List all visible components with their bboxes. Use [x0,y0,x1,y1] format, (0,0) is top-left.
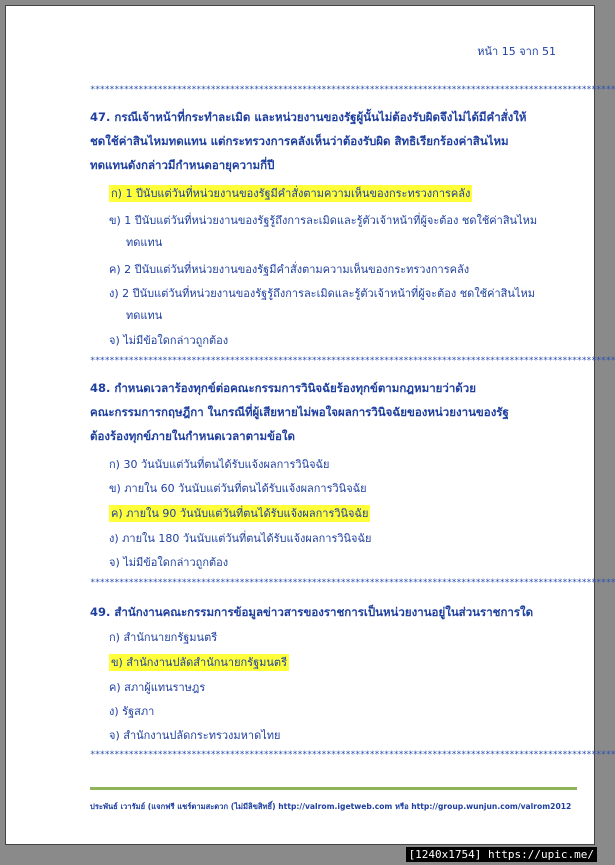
image-host-watermark: [1240x1754] https://upic.me/ [406,847,597,862]
option-47-b [109,210,537,254]
option-text-continued: ทดแทน [126,236,163,249]
option-48-a [109,454,329,476]
option-47-e [109,330,228,352]
option-49-e [109,725,280,747]
option-text: จ) ไม่มีข้อใดกล่าวถูกต้อง [109,556,229,569]
option-text: จ) สำนักงานปลัดกระทรวงมหาดไทย [109,729,281,742]
option-48-c [109,503,370,525]
option-text: ค) 2 ปีนับแต่วันที่หน่วยงานของรัฐมีคำสั่งตามความเห็นของกระทรวงการคลัง [109,263,470,276]
option-text-continued: ทดแทน [126,309,163,322]
option-text: ค) ภายใน 90 วันนับแต่วันที่ตนได้รับแจ้งผลการวินิจฉัย [111,507,369,520]
question-title-line: 47. กรณีเจ้าหน้าที่กระทำละเมิด และหน่วยงานของรัฐผู้นั้นไม่ต้องรับผิดจึงไม่ได้มีคำสั่งให้ [90,110,527,124]
option-48-b [109,478,367,500]
question-48 [90,376,575,448]
page-number: หน้า 15 จาก 51 [477,45,556,58]
separator-line: ************************************************************************************************************* [90,85,615,95]
option-48-e [109,552,228,574]
footer-rule [90,787,577,790]
option-text: ง) รัฐสภา [109,705,155,718]
option-text: ค) สภาผู้แทนราษฎร [109,681,206,694]
separator-line: ************************************************************************************************************* [90,356,615,366]
question-title-line: 48. กำหนดเวลาร้องทุกข์ต่อคณะกรรมการวินิจฉัยร้องทุกข์ตามกฎหมายว่าด้วย [90,381,476,395]
option-text: ข) ภายใน 60 วันนับแต่วันที่ตนได้รับแจ้งผลการวินิจฉัย [109,482,367,495]
footer-text: ประพันธ์ เวารัมย์ (แจกฟรี แชร์ตามสะดวก (ไม่มีลิขสิทธิ์) http://valrom.igetweb.com หรือ http://group.wunjun.com/valrom2012 [90,802,572,811]
option-text: ข) 1 ปีนับแต่วันที่หน่วยงานของรัฐรู้ถึงการละเมิดและรู้ตัวเจ้าหน้าที่ผู้จะต้อง ชดใช้ค่าสินไหม [109,214,538,227]
option-47-a [109,183,472,205]
option-47-c [109,259,469,281]
option-text: ก) 30 วันนับแต่วันที่ตนได้รับแจ้งผลการวินิจฉัย [109,458,330,471]
option-49-a [109,627,217,649]
option-text: จ) ไม่มีข้อใดกล่าวถูกต้อง [109,334,229,347]
option-text: ง) 2 ปีนับแต่วันที่หน่วยงานของรัฐรู้ถึงการละเมิดและรู้ตัวเจ้าหน้าที่ผู้จะต้อง ชดใช้ค่าสินไหม [109,287,535,300]
question-title-line: 49. สำนักงานคณะกรรมการข้อมูลข่าวสารของราชการเป็นหน่วยงานอยู่ในส่วนราชการใด [90,605,534,619]
option-text: ข) สำนักงานปลัดสำนักนายกรัฐมนตรี [111,656,287,669]
separator-line: ************************************************************************************************************* [90,578,615,588]
option-48-d [109,528,371,550]
document-page [5,5,615,845]
question-47 [90,105,575,177]
option-text: ง) ภายใน 180 วันนับแต่วันที่ตนได้รับแจ้งผลการวินิจฉัย [109,532,372,545]
separator-line: ************************************************************************************************************* [90,750,615,760]
option-text: ก) สำนักนายกรัฐมนตรี [109,631,218,644]
option-47-d [109,283,535,327]
option-49-b [109,652,289,674]
question-title-line: ชดใช้ค่าสินไหมทดแทน แต่กระทรวงการคลังเห็นว่าต้องรับผิด สิทธิเรียกร้องค่าสินไหม [90,134,509,148]
option-text: ก) 1 ปีนับแต่วันที่หน่วยงานของรัฐมีคำสั่งตามความเห็นของกระทรวงการคลัง [111,187,471,200]
question-title-line: ทดแทนดังกล่าวมีกำหนดอายุความกี่ปี [90,158,275,172]
option-49-c [109,677,205,699]
question-title-line: คณะกรรมการกฤษฎีกา ในกรณีที่ผู้เสียหายไม่พอใจผลการวินิจฉัยของหน่วยงานของรัฐ [90,405,509,419]
option-49-d [109,701,154,723]
question-title-line: ต้องร้องทุกข์ภายในกำหนดเวลาตามข้อใด [90,429,295,443]
question-49 [90,600,575,624]
